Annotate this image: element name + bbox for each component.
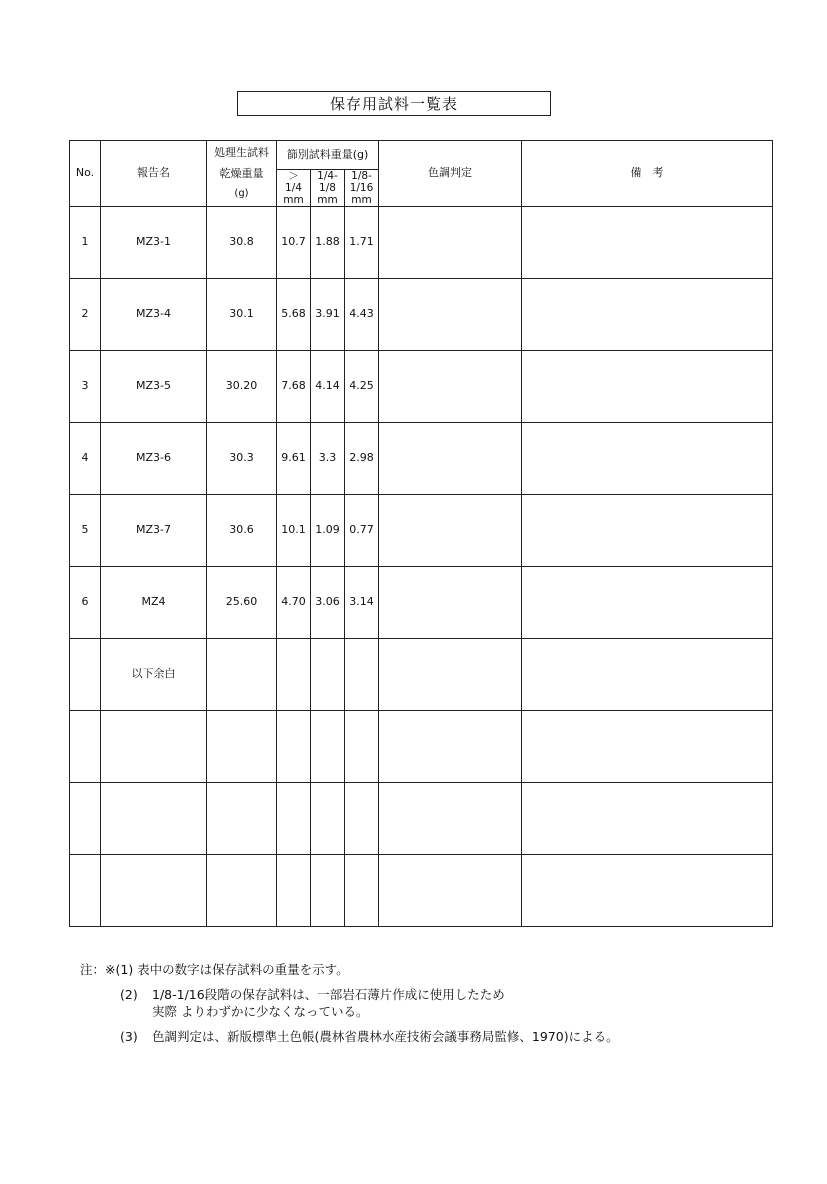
cell-sieve-2: [311, 639, 345, 711]
cell-remarks: [522, 207, 773, 279]
cell-remarks: [522, 783, 773, 855]
cell-sieve-2: 3.06: [311, 567, 345, 639]
cell-no: 6: [70, 567, 101, 639]
cell-no: [70, 783, 101, 855]
cell-color: [379, 711, 522, 783]
col-header-report-name: 報告名: [101, 141, 207, 207]
cell-sieve-3: 3.14: [345, 567, 379, 639]
cell-remarks: [522, 567, 773, 639]
cell-color: [379, 783, 522, 855]
table-row: [70, 351, 773, 423]
table-header-row: [70, 141, 773, 170]
col-header-no: No.: [70, 141, 101, 207]
cell-sieve-2: 1.09: [311, 495, 345, 567]
table-row: [70, 423, 773, 495]
note-3: [120, 1029, 619, 1046]
cell-sieve-2: 4.14: [311, 351, 345, 423]
document-title-text: 保存用試料一覧表: [329, 95, 458, 113]
cell-color: [379, 207, 522, 279]
table-row: [70, 567, 773, 639]
col-header-remarks: 備 考: [522, 141, 773, 207]
dry-weight-label-1: 処理生試料: [214, 146, 269, 160]
cell-color: [379, 423, 522, 495]
table-row: [70, 711, 773, 783]
cell-no: [70, 711, 101, 783]
cell-remarks: [522, 855, 773, 927]
note-3-text: 色調判定は、新版標準土色帳(農林省農林水産技術会議事務局監修、1970)による。: [152, 1028, 619, 1044]
cell-sieve-1: 5.68: [277, 279, 311, 351]
cell-report-name: MZ3-6: [101, 423, 207, 495]
table-row: [70, 279, 773, 351]
cell-report-name: MZ3-7: [101, 495, 207, 567]
table-row: [70, 783, 773, 855]
cell-dry-weight: [207, 783, 277, 855]
notes-lead: 注：: [80, 962, 106, 977]
note-2-line-2: 実際 よりわずかに少なくなっている。: [152, 1003, 369, 1019]
cell-remarks: [522, 495, 773, 567]
cell-remarks: [522, 711, 773, 783]
cell-dry-weight: 30.3: [207, 423, 277, 495]
cell-sieve-2: [311, 711, 345, 783]
cell-no: [70, 639, 101, 711]
cell-color: [379, 567, 522, 639]
cell-no: 5: [70, 495, 101, 567]
col-header-color: 色調判定: [379, 141, 522, 207]
cell-report-name: [101, 711, 207, 783]
col-header-dry-weight: [207, 141, 277, 207]
cell-color: [379, 351, 522, 423]
cell-no: 2: [70, 279, 101, 351]
dry-weight-label-2: 乾燥重量: [219, 166, 264, 180]
cell-report-name: MZ4: [101, 567, 207, 639]
cell-dry-weight: 25.60: [207, 567, 277, 639]
cell-sieve-3: 2.98: [345, 423, 379, 495]
cell-sieve-2: 1.88: [311, 207, 345, 279]
cell-report-name: MZ3-1: [101, 207, 207, 279]
cell-dry-weight: 30.20: [207, 351, 277, 423]
cell-no: 1: [70, 207, 101, 279]
cell-sieve-3: [345, 711, 379, 783]
cell-dry-weight: 30.1: [207, 279, 277, 351]
cell-remarks: [522, 423, 773, 495]
cell-remarks: [522, 639, 773, 711]
note-2-line-1: 1/8-1/16段階の保存試料は、一部岩石薄片作成に使用したため: [152, 986, 505, 1002]
cell-report-name: MZ3-5: [101, 351, 207, 423]
cell-no: 4: [70, 423, 101, 495]
table-row: [70, 495, 773, 567]
note-2: [120, 987, 619, 1021]
cell-sieve-1: [277, 711, 311, 783]
cell-sieve-2: 3.91: [311, 279, 345, 351]
cell-color: [379, 279, 522, 351]
cell-no: 3: [70, 351, 101, 423]
table-row: [70, 855, 773, 927]
cell-report-name: 以下余白: [101, 639, 207, 711]
cell-sieve-2: [311, 783, 345, 855]
cell-sieve-3: 1.71: [345, 207, 379, 279]
cell-report-name: [101, 783, 207, 855]
cell-dry-weight: [207, 711, 277, 783]
note-1-text: ※(1) 表中の数字は保存試料の重量を示す。: [105, 962, 349, 977]
col-header-sieve-eighth-sixteenth: 1/8- 1/16 mm: [345, 170, 379, 207]
cell-sieve-1: 4.70: [277, 567, 311, 639]
cell-sieve-3: 4.43: [345, 279, 379, 351]
cell-sieve-1: [277, 783, 311, 855]
cell-sieve-3: 4.25: [345, 351, 379, 423]
cell-sieve-2: [311, 855, 345, 927]
cell-report-name: [101, 855, 207, 927]
cell-sieve-1: 10.7: [277, 207, 311, 279]
cell-sieve-3: 0.77: [345, 495, 379, 567]
cell-dry-weight: 30.6: [207, 495, 277, 567]
sample-table: [69, 140, 773, 927]
cell-color: [379, 855, 522, 927]
cell-dry-weight: [207, 855, 277, 927]
cell-no: [70, 855, 101, 927]
note-2-number: (2): [120, 986, 138, 1002]
cell-remarks: [522, 351, 773, 423]
cell-sieve-3: [345, 855, 379, 927]
cell-report-name: MZ3-4: [101, 279, 207, 351]
table-row: [70, 207, 773, 279]
cell-dry-weight: 30.8: [207, 207, 277, 279]
dry-weight-unit: (g): [234, 188, 249, 200]
note-1: [80, 962, 619, 979]
notes-section: [80, 962, 619, 1046]
col-header-sieve-quarter-eighth: 1/4- 1/8 mm: [311, 170, 345, 207]
cell-sieve-1: 9.61: [277, 423, 311, 495]
col-header-sieve-weight: 篩別試料重量(g): [277, 141, 379, 170]
cell-sieve-1: 10.1: [277, 495, 311, 567]
cell-color: [379, 495, 522, 567]
cell-remarks: [522, 279, 773, 351]
cell-sieve-1: [277, 639, 311, 711]
cell-sieve-1: 7.68: [277, 351, 311, 423]
cell-color: [379, 639, 522, 711]
cell-dry-weight: [207, 639, 277, 711]
note-3-number: (3): [120, 1028, 138, 1044]
cell-sieve-3: [345, 783, 379, 855]
col-header-sieve-gt-quarter: ＞ 1/4 mm: [277, 170, 311, 207]
document-title: [237, 91, 551, 116]
cell-sieve-1: [277, 855, 311, 927]
cell-sieve-3: [345, 639, 379, 711]
table-row: [70, 639, 773, 711]
cell-sieve-2: 3.3: [311, 423, 345, 495]
